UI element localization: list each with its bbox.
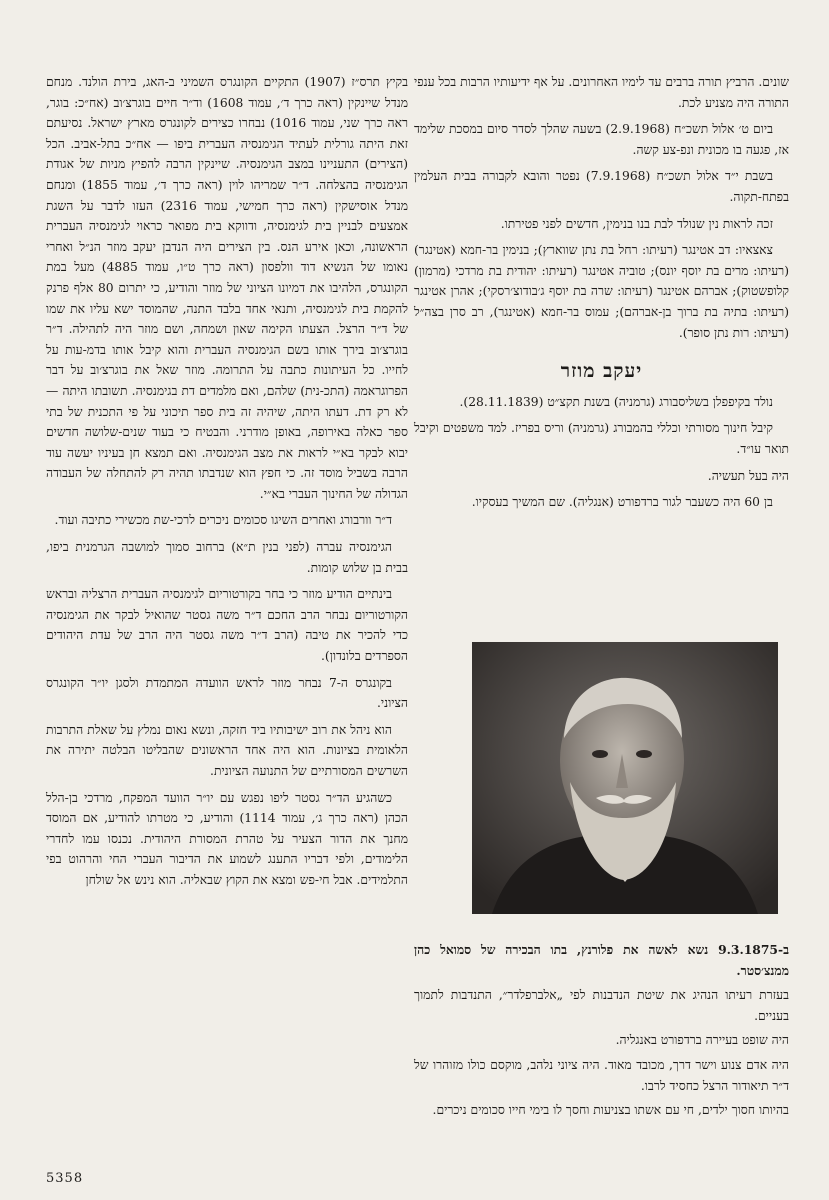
paragraph: הגימנסיה עברה (לפני בנין ת״א) ברחוב סמוך למושבה הגרמנית ביפו, בבית בן שלוש קומות. [46, 540, 408, 575]
paragraph: בקיץ תרס״ז (1907) התקיים הקונגרס השמיני ב-האג, בירת הולנד. מנחם מנדל שיינקין (ראה כרך ד׳, עמוד 1608) וד״ר חיים בוגרצ׳וב (אח״כ: בוגר, ראה כרך שני, עמוד 1016) נבחרו כצירים לקונגרס מארץ ישראל. נסיעתם זאת היתה גורלית לעתיד הגימנסיה העברית ביפו — אח״כ בתל-אביב. הכל (הצירים) התעניינו במצב הגימנסיה. שיינקין הרבה להפיץ מניות של אגודת הגימנסיה בהצלחה. ד״ר שמריהו לוין (ראה כרך ד׳, עמוד 1855) ומנחם מנדל אוסישקין (ראה כרך חמישי, עמוד 2316) העזו לדבר על השגת אמצעים לבניין בית לגימנסיה, ודווקא בית מפואר כראוי לגימנסיה העברית הראשונה, וכאן אירע הנס. בין הצירים היה הנדבן יעקב מוזר הנ״ל ואחרי נאומו של הנשיא דוד וולפסון (ראה כרך ט״ו, עמוד 4885) מעל במת הקונגרס, הלהיבו את דמיונו הציוני של מוזר והודיע, כי יתרום 80 אלף פרנק להקמת בית לגימנסיה, ותנאי אחד בלבד התנה, שהמוסד ישא עליו את שמו של ד״ר הרצל. הצעתו הקימה שאון ושמחה, ושם מוזר היה לתהילה. ד״ר בוגרצ׳וב בירך אותו בשם הגימנסיה העברית והוא קיבל אותו בדמ-עות על לחייו. כל העיתונות כתבה על התרומה. מוזר שאל את בוגרצ׳וב על דבר הפרוגראמה (התכ-נית) שלהם, ואם מלמדים דת בגימנסיה. תשובתו היתה — לא רק דת. דעתו היתה, שיהיה זה בית ספר תיכוני על פי התכנית של בתי ספר כאלה באירופה, באופן מודרני. והבטיח כי בעוד שנים-שלושה חדשים יבוא לבקר בא״י לראות את מצב הגימנסיה. ואם תמצא חן בעיניו יעשה עוד הרבה בשביל מוסד זה. כי חפץ הוא שנדבתו תהיה רק להתחלה של העבודה הגדולה של החינוך העברי בא״י. [46, 75, 408, 501]
paragraph: ביום ט׳ אלול תשכ״ח (2.9.1968) בשעה שהלך לסדר סיום במסכת שלימד אז, פגעה בו מכונית ונפ-צע קשה. [414, 122, 789, 157]
paragraph: בעזרת רעיתו הנהיג את שיטת הנדבנות לפי „אלברפלדר״, התנדבות לתמוך בעניים. [414, 988, 789, 1023]
left-text-column [46, 72, 408, 897]
paragraph: היה בעל תעשיה. [707, 468, 789, 483]
paragraph: היה אדם צנוע וישר דרך, מכובד מאוד. היה ציוני נלהב, מוקסם כולו מזוהרו של ד״ר תיאודור הרצל כחסיד לרבו. [414, 1057, 789, 1093]
portrait-illustration [472, 642, 778, 914]
paragraph: הוא ניהל את רוב ישיבותיו ביד חזקה, ונשא נאום נמלץ על שאלת התרבות הלאומית בציונות. הוא היה אחד הראשונים שהבליטו הבלטה יתירה את השרשים המסורתיים של התנועה הציונית. [46, 722, 408, 778]
paragraph: בן 60 היה כשעבר לגור ברדפורט (אנגליה). שם המשיך בעסקיו. [471, 495, 773, 510]
paragraph: ב-9.3.1875 נשא לאשה את פלורנץ, בתו הבכירה של סמואל כהן ממנצ׳סטר. [414, 942, 789, 978]
paragraph: בינתיים הודיע מוזר כי בחר בקורטוריום לגימנסיה העברית הרצליה ובראש הקורטוריום נבחר הרב החכם ד״ר משה גסטר שהואיל לבקר את הגימנסיה כדי להכיר את טיבה (הרב ד״ר משה גסטר היה הרב של עדת היהודים הספרדים בלונדון). [46, 587, 408, 664]
page-number: 5358 [46, 1171, 84, 1186]
person-name-heading: יעקב מוזר [560, 360, 643, 383]
right-column-continuation [414, 940, 789, 1125]
paragraph: ד״ר וורבורג ואחרים השיגו סכומים ניכרים לרכי-שת מכשירי כתיבה ועוד. [54, 513, 392, 528]
paragraph: בקונגרס ה-7 נבחר מוזר לראש הוועדה המתמדת ולסגן יו״ר הקונגרס הציוני. [46, 675, 408, 711]
paragraph: בהיותו חסוך ילדים, חי עם אשתו בצניעות וחסך לו בימי חייו סכומים ניכרים. [432, 1103, 789, 1118]
paragraph: קיבל חינוך מסורתי וכללי בהמבורג (גרמניה) וריס בפריז. למד משפטים וקיבל תואר עו״ד. [414, 421, 789, 456]
descendants-paragraph: צאצאיו: דב אטינגר (רעיתו: רחל בת נתן שווארץ); בנימין בר-חמא (אטינגר) (רעיתו: מרים בת יוסף יונס); טוביה אטינגר (רעיתו: יהודית בת מרדכי (מרמון) קלופשטוק); אברהם אטינגר (רעיתו: שרה בת יוסף ג׳בודוצ׳רסקי); אהרן אטינגר (רעיתו: בתיה בת ברוך בן-אברהם); עמוס בר-חמא (אטינגר), רב סרן בצה״ל (רעיתו: רות נתן סופר). [414, 243, 789, 340]
portrait-photo [472, 642, 778, 914]
paragraph: בשבת י״ד אלול תשכ״ח (7.9.1968) נפטר והובא לקבורה בבית העלמין בפתח-תקוה. [414, 169, 789, 204]
paragraph: כשהגיע הד״ר גסטר ליפו נפגש עם יו״ר הוועד המפקח, מרדכי בן-הלל הכהן (ראה כרך ג׳, עמוד 1114) והודיע, כי מטרתו להודיע, אם המוסד מחנך את הדור הצעיר על טהרת המסורת היהודית. נכנסו עמו לחדרי הלימודים, ולפי דבריו התענג לשמוע את הדיבור העברי החי והרהוט בפי התלמידים. אבל חי-פש ומצא את הקוץ שבאליה. הוא נינש אל שולחן [46, 790, 408, 887]
paragraph: היה שופט בעיירה ברדפורט באנגליה. [615, 1033, 789, 1048]
paragraph: נולד בקיפפלן בשליסבורג (גרמניה) בשנת תקצ״ט (28.11.1839). [459, 394, 773, 409]
paragraph: שונים. הרביץ תורה ברבים עד לימיו האחרונים. על אף ידיעותיו הרבות בכל ענפי התורה היה מצניע לכת. [414, 75, 789, 110]
right-text-column [414, 72, 789, 519]
paragraph: זכה לראות נין שנולד לבת בנו בנימין, חדשים לפני פטירתו. [500, 216, 773, 231]
